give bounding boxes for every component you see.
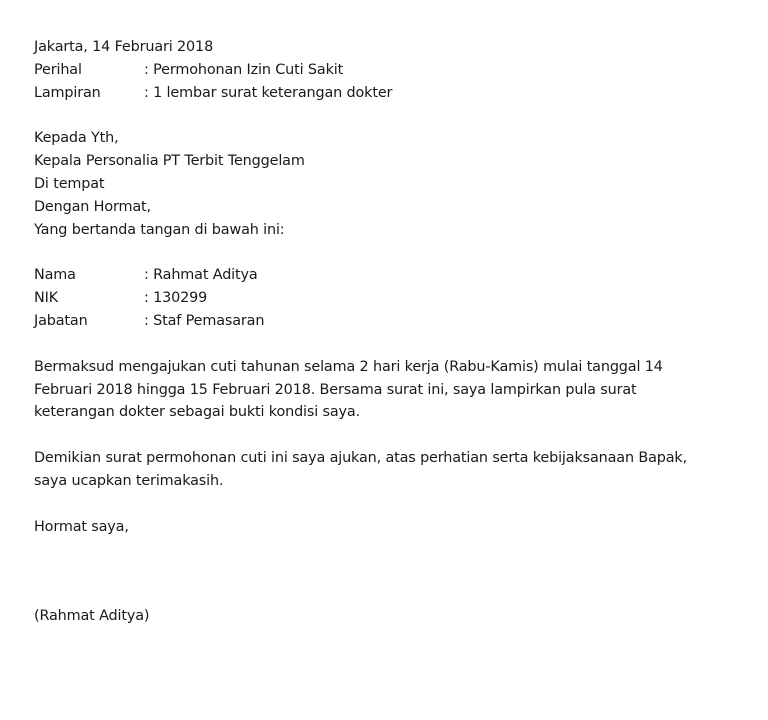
attachment-label: Lampiran [34,84,101,101]
intro: Yang bertanda tangan di bawah ini: [34,221,285,238]
identity-value: : Staf Pemasaran [144,312,265,329]
identity-label: Jabatan [34,312,88,329]
subject-label: Perihal [34,61,82,78]
paragraph-line: saya ucapkan terimakasih. [34,472,224,489]
greeting: Dengan Hormat, [34,198,151,215]
closing: Hormat saya, [34,518,129,535]
attachment-row [34,82,734,105]
recipient-to: Kepada Yth, [34,130,119,147]
subject-value: : Permohonan Izin Cuti Sakit [144,61,344,78]
identity-label: NIK [34,290,58,307]
identity-row-name [34,264,734,287]
identity-label: Nama [34,267,76,284]
paragraph-line: Demikian surat permohonan cuti ini saya ajukan, atas perhatian serta kebijaksanaan Bapak, [34,450,687,467]
recipient-location: Di tempat [34,175,105,192]
body-paragraph-2 [34,447,724,493]
signature-name: (Rahmat Aditya) [34,607,150,624]
paragraph-line: keterangan dokter sebagai bukti kondisi saya. [34,404,360,421]
recipient-name: Kepala Personalia PT Terbit Tenggelam [34,153,305,170]
paragraph-line: Februari 2018 hingga 15 Februari 2018. Bersama surat ini, saya lampirkan pula surat [34,381,637,398]
body-paragraph-1 [34,356,724,424]
identity-row-position [34,310,734,333]
letter [34,36,734,627]
subject-row [34,59,734,82]
attachment-value: : 1 lembar surat keterangan dokter [144,84,393,101]
place-date: Jakarta, 14 Februari 2018 [34,39,214,55]
identity-value: : Rahmat Aditya [144,267,258,284]
paragraph-line: Bermaksud mengajukan cuti tahunan selama 2 hari kerja (Rabu-Kamis) mulai tanggal 14 [34,358,663,375]
identity-row-nik [34,287,734,310]
identity-value: : 130299 [144,290,208,307]
